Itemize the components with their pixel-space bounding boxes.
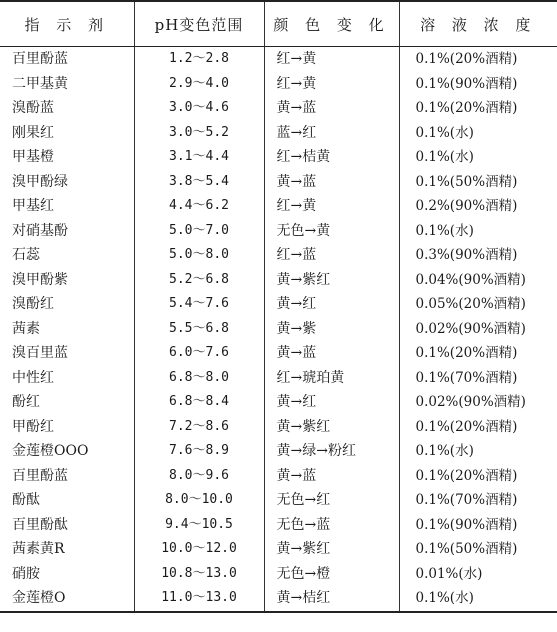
concentration-cell: 0.1%(50%酒精)	[399, 170, 557, 195]
indicator-name-cell: 酚酞	[12, 492, 40, 509]
ph-range-cell: 5.4～7.6	[134, 292, 264, 317]
table-row	[0, 586, 557, 612]
table-row	[0, 488, 557, 513]
color-change-cell: 黄→红	[264, 390, 399, 415]
color-change-cell: 黄→蓝	[264, 464, 399, 489]
indicator-name-cell: 石蕊	[12, 247, 40, 264]
indicator-name-cell: 溴酚蓝	[12, 100, 54, 117]
indicator-name-cell: 茜素	[12, 320, 40, 337]
color-change-cell: 红→琥珀黄	[264, 366, 399, 391]
ph-range-cell: 6.8～8.0	[134, 366, 264, 391]
indicator-name-cell: 金莲橙OOO	[12, 443, 89, 460]
color-change-cell: 红→黄	[264, 72, 399, 97]
indicator-name-cell: 溴百里蓝	[12, 345, 68, 362]
table-row	[0, 341, 557, 366]
ph-range-cell: 3.8～5.4	[134, 170, 264, 195]
concentration-cell: 0.1%(20%酒精)	[399, 464, 557, 489]
concentration-cell: 0.01%(水)	[399, 562, 557, 587]
table-row	[0, 415, 557, 440]
indicator-name-cell: 中性红	[12, 369, 54, 386]
ph-range-cell: 5.5～6.8	[134, 317, 264, 342]
indicator-name-cell: 硝胺	[12, 565, 40, 582]
table-row	[0, 292, 557, 317]
concentration-cell: 0.1%(水)	[399, 121, 557, 146]
ph-range-cell: 6.0～7.6	[134, 341, 264, 366]
concentration-cell: 0.05%(20%酒精)	[399, 292, 557, 317]
table-row	[0, 464, 557, 489]
header-ph-range: pH变色范围	[134, 1, 264, 47]
table-row	[0, 366, 557, 391]
ph-range-cell: 8.0～9.6	[134, 464, 264, 489]
ph-range-cell: 7.6～8.9	[134, 439, 264, 464]
ph-range-cell: 11.0～13.0	[134, 586, 264, 612]
indicator-name-cell: 酚红	[12, 394, 40, 411]
concentration-cell: 0.1%(50%酒精)	[399, 537, 557, 562]
color-change-cell: 无色→蓝	[264, 513, 399, 538]
concentration-cell: 0.1%(20%酒精)	[399, 341, 557, 366]
table-body	[0, 47, 557, 612]
concentration-cell: 0.1%(水)	[399, 145, 557, 170]
ph-range-cell: 4.4～6.2	[134, 194, 264, 219]
indicator-name-cell: 金莲橙O	[0, 586, 134, 612]
ph-range-cell: 2.9～4.0	[134, 72, 264, 97]
color-change-cell: 红→桔黄	[264, 145, 399, 170]
color-change-cell: 黄→紫红	[264, 268, 399, 293]
color-change-cell: 黄→绿→粉红	[264, 439, 399, 464]
header-row	[0, 1, 557, 47]
ph-range-cell: 5.0～8.0	[134, 243, 264, 268]
indicator-name-cell: 百里酚酞	[12, 516, 68, 533]
table-row	[0, 317, 557, 342]
table-row	[0, 121, 557, 146]
ph-range-cell: 7.2～8.6	[134, 415, 264, 440]
ph-range-cell: 6.8～8.4	[134, 390, 264, 415]
color-change-cell: 红→黄	[264, 47, 399, 72]
table-row	[0, 513, 557, 538]
concentration-cell: 0.3%(90%酒精)	[399, 243, 557, 268]
table-row	[0, 439, 557, 464]
color-change-cell: 黄→蓝	[264, 96, 399, 121]
concentration-cell: 0.1%(20%酒精)	[399, 96, 557, 121]
indicator-name-cell: 溴甲酚绿	[12, 173, 68, 190]
table-row	[0, 537, 557, 562]
indicator-name-cell: 二甲基黄	[12, 75, 68, 92]
table-row	[0, 390, 557, 415]
table-row	[0, 268, 557, 293]
ph-range-cell: 10.8～13.0	[134, 562, 264, 587]
table-header	[0, 1, 557, 47]
concentration-cell: 0.1%(90%酒精)	[399, 72, 557, 97]
color-change-cell: 黄→蓝	[264, 341, 399, 366]
color-change-cell: 无色→红	[264, 488, 399, 513]
ph-range-cell: 3.1～4.4	[134, 145, 264, 170]
table-row	[0, 194, 557, 219]
concentration-cell: 0.1%(90%酒精)	[399, 513, 557, 538]
table-row	[0, 219, 557, 244]
header-indicator: 指 示 剂	[0, 1, 134, 47]
color-change-cell: 黄→蓝	[264, 170, 399, 195]
concentration-cell: 0.1%(20%酒精)	[399, 415, 557, 440]
indicator-name-cell: 甲基橙	[12, 149, 54, 166]
table-row	[0, 170, 557, 195]
color-change-cell: 无色→橙	[264, 562, 399, 587]
concentration-cell: 0.02%(90%酒精)	[399, 390, 557, 415]
color-change-cell: 黄→紫红	[264, 415, 399, 440]
ph-range-cell: 10.0～12.0	[134, 537, 264, 562]
ph-range-cell: 5.0～7.0	[134, 219, 264, 244]
ph-range-cell: 3.0～5.2	[134, 121, 264, 146]
indicator-name-cell: 茜素黄R	[12, 541, 65, 558]
table-row	[0, 96, 557, 121]
color-change-cell: 黄→桔红	[264, 586, 399, 612]
indicator-name-cell: 甲酚红	[12, 418, 54, 435]
table-row	[0, 72, 557, 97]
header-concentration: 溶 液 浓 度	[399, 1, 557, 47]
indicator-name-cell: 甲基红	[12, 198, 54, 215]
ph-range-cell: 9.4～10.5	[134, 513, 264, 538]
color-change-cell: 蓝→红	[264, 121, 399, 146]
ph-range-cell: 1.2～2.8	[134, 47, 264, 72]
indicator-name-cell: 溴甲酚紫	[12, 271, 68, 288]
concentration-cell: 0.1%(20%酒精)	[399, 47, 557, 72]
concentration-cell: 0.1%(水)	[399, 219, 557, 244]
indicator-name-cell: 刚果红	[12, 124, 54, 141]
concentration-cell: 0.02%(90%酒精)	[399, 317, 557, 342]
color-change-cell: 红→蓝	[264, 243, 399, 268]
indicator-name-cell: 百里酚蓝	[12, 467, 68, 484]
header-color-change: 颜 色 变 化	[264, 1, 399, 47]
color-change-cell: 无色→黄	[264, 219, 399, 244]
table-row	[0, 562, 557, 587]
indicator-name-cell: 百里酚蓝	[12, 51, 68, 68]
concentration-cell: 0.1%(水)	[399, 439, 557, 464]
indicator-name-cell: 对硝基酚	[12, 222, 68, 239]
color-change-cell: 黄→紫	[264, 317, 399, 342]
indicator-name-cell: 溴酚红	[12, 296, 54, 313]
concentration-cell: 0.1%(水)	[399, 586, 557, 612]
ph-range-cell: 5.2～6.8	[134, 268, 264, 293]
table-row	[0, 243, 557, 268]
concentration-cell: 0.04%(90%酒精)	[399, 268, 557, 293]
color-change-cell: 黄→紫红	[264, 537, 399, 562]
table-row	[0, 145, 557, 170]
concentration-cell: 0.2%(90%酒精)	[399, 194, 557, 219]
ph-range-cell: 8.0～10.0	[134, 488, 264, 513]
concentration-cell: 0.1%(70%酒精)	[399, 488, 557, 513]
color-change-cell: 红→黄	[264, 194, 399, 219]
table-row	[0, 47, 557, 72]
concentration-cell: 0.1%(70%酒精)	[399, 366, 557, 391]
ph-range-cell: 3.0～4.6	[134, 96, 264, 121]
color-change-cell: 黄→红	[264, 292, 399, 317]
